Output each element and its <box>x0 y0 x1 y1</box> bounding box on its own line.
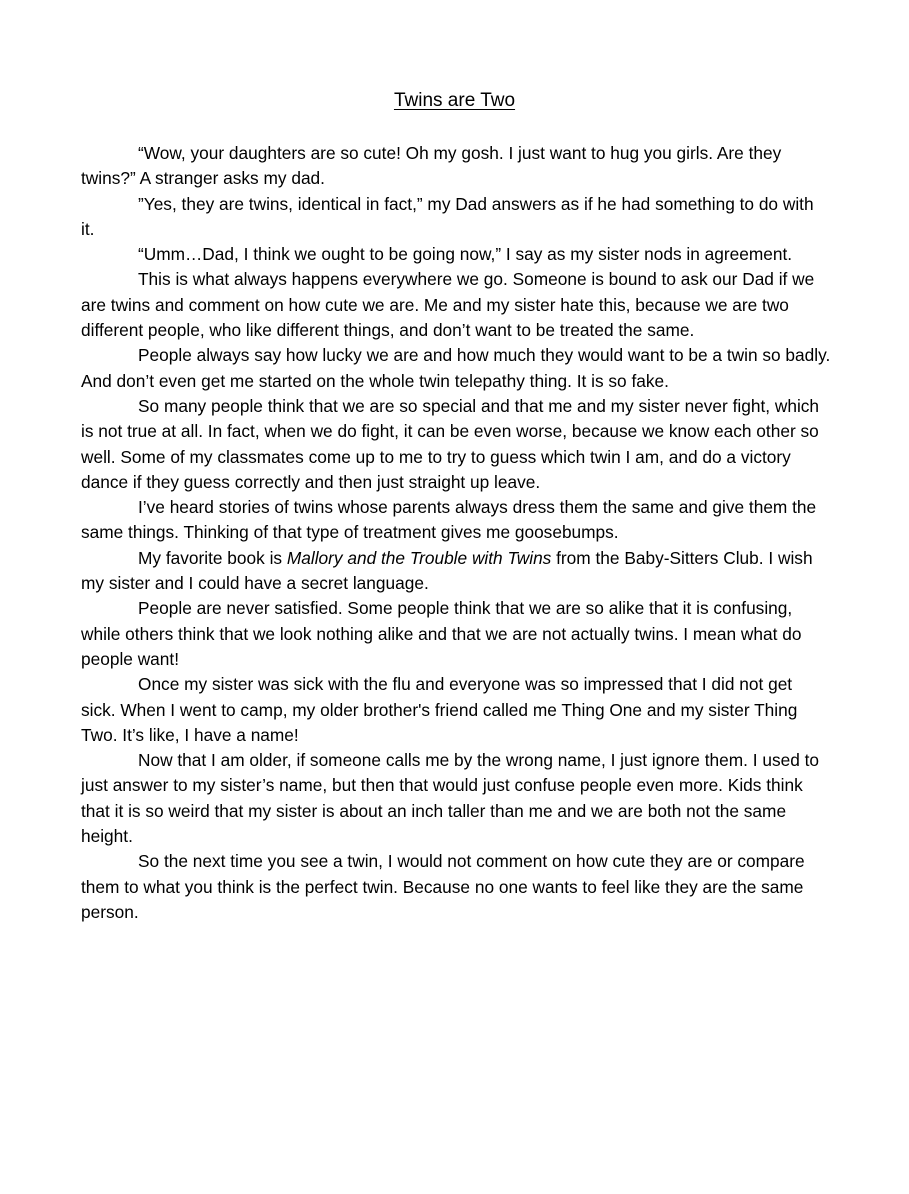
paragraph-9: People are never satisfied. Some people think that we are so alike that it is confusing, while others think that we look nothing alike and that we are not actually twins. I mean what do people want! <box>81 598 802 669</box>
paragraph-4: This is what always happens everywhere we go. Someone is bound to ask our Dad if we are twins and comment on how cute we are. Me and my sister hate this, because we are two different people, who like different things, and don’t want to be treated the same. <box>81 269 815 341</box>
paragraph-8-rest: from the Baby-Sitters Club. I wish my sister and I could have a secret language. <box>81 547 813 594</box>
paragraph-5: People always say how lucky we are and how much they would want to be a twin so badly. And don’t even get me started on the whole twin telepathy thing. It is so fake. <box>81 345 831 391</box>
paragraph-10: Once my sister was sick with the flu and everyone was so impressed that I did not get sick. When I went to camp, my older brother's friend called me Thing One and my sister Thing Two. It’s like, I have a name! <box>81 674 798 745</box>
document-body <box>81 141 831 925</box>
paragraph-12: So the next time you see a twin, I would not comment on how cute they are or compare them to what you think is the perfect twin. Because no one wants to feel like they are the same person. <box>81 851 805 922</box>
paragraph-8 <box>81 546 831 597</box>
paragraph-11: Now that I am older, if someone calls me by the wrong name, I just ignore them. I used to just answer to my sister’s name, but then that would just confuse people even more. Kids think that it is so weird that my sister is about an inch taller than me and we are both not the same height. <box>81 750 820 847</box>
paragraph-7: I’ve heard stories of twins whose parents always dress them the same and give them the same things. Thinking of that type of treatment gives me goosebumps. <box>81 497 817 543</box>
paragraph-1: “Wow, your daughters are so cute! Oh my gosh. I just want to hug you girls. Are they twins?” A stranger asks my dad. <box>81 143 782 189</box>
document-title: Twins are Two <box>393 90 516 111</box>
paragraph-8-lead: My favorite book is <box>138 547 287 568</box>
paragraph-3: “Umm…Dad, I think we ought to be going now,” I say as my sister nods in agreement. <box>138 244 793 265</box>
book-title: Mallory and the Trouble with Twins <box>286 547 552 568</box>
paragraph-6: So many people think that we are so special and that me and my sister never fight, which is not true at all. In fact, when we do fight, it can be even worse, because we know each other so well. Some of my classmates come up to me to try to guess which twin I am, and do a victory dance if they guess correctly and then just straight up leave. <box>81 395 820 492</box>
paragraph-2: ”Yes, they are twins, identical in fact,” my Dad answers as if he had something to do with it. <box>81 193 814 239</box>
